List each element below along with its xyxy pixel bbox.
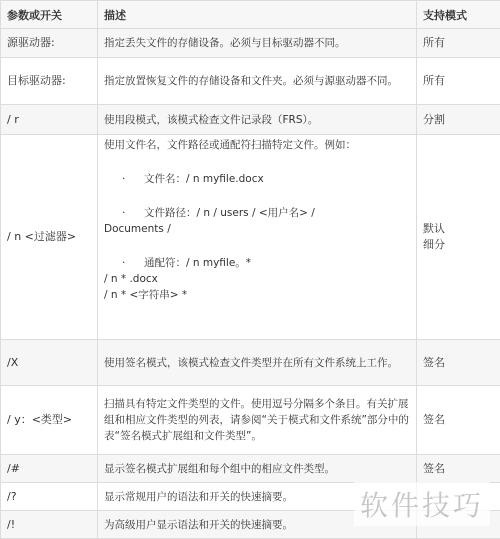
filter-intro: 使用文件名，文件路径或通配符扫描特定文件。例如： — [104, 137, 410, 153]
param-cell: 源驱动器: — [1, 29, 98, 58]
header-param: 参数或开关 — [1, 1, 98, 29]
table-header-row — [1, 1, 500, 29]
param-cell: / y：<类型> — [1, 386, 98, 455]
header-description: 描述 — [98, 1, 417, 29]
description-cell — [98, 135, 417, 340]
mode-cell: 所有 — [417, 29, 500, 58]
description-cell: 使用段模式，该模式检查文件记录段（FRS）。 — [98, 105, 417, 135]
example-filepath-cont: Documents / — [104, 221, 410, 237]
description-cell: 显示签名模式扩展组和每个组中的相应文件类型。 — [98, 455, 417, 483]
table-row — [1, 340, 500, 386]
param-cell: 目标驱动器: — [1, 58, 98, 105]
mode-cell: 签名 — [417, 386, 500, 455]
description-cell: 扫描具有特定文件类型的文件。使用逗号分隔多个条目。有关扩展组和相应文件类型的列表，请参阅“关于模式和文件系统”部分中的表“签名模式扩展组和文件类型”。 — [98, 386, 417, 455]
bullet-icon: · — [104, 171, 144, 187]
bullet-icon: · — [104, 255, 144, 271]
description-cell: 显示常规用户的语法和开关的快速摘要。 — [98, 483, 417, 511]
watermark: 软件技巧 — [354, 482, 490, 526]
description-cell: 为高级用户显示语法和开关的快速摘要。 — [98, 511, 417, 539]
param-cell: /X — [1, 340, 98, 386]
table-row — [1, 386, 500, 455]
mode-cell: 签名 — [417, 340, 500, 386]
example-filename: · 文件名：/ n myfile.docx — [104, 171, 410, 187]
param-cell: /! — [1, 511, 98, 539]
param-cell: / r — [1, 105, 98, 135]
bullet-icon: · — [104, 205, 144, 221]
example-wildcard: · 通配符：/ n myfile。* — [104, 255, 410, 271]
table-row — [1, 105, 500, 135]
table-row — [1, 58, 500, 105]
description-cell: 指定放置恢复文件的存储设备和文件夹。必须与源驱动器不同。 — [98, 58, 417, 105]
param-cell: /? — [1, 483, 98, 511]
description-cell: 使用签名模式，该模式检查文件类型并在所有文件系统上工作。 — [98, 340, 417, 386]
param-cell: / n <过滤器> — [1, 135, 98, 340]
mode-cell: 所有 — [417, 58, 500, 105]
table-row — [1, 455, 500, 483]
mode-cell: 默认 细分 — [417, 135, 500, 340]
mode-cell: 分割 — [417, 105, 500, 135]
mode-cell: 签名 — [417, 455, 500, 483]
example-string: / n * <字符串> * — [104, 287, 410, 303]
header-mode: 支持模式 — [417, 1, 500, 29]
param-cell: /# — [1, 455, 98, 483]
table-row — [1, 29, 500, 58]
table-row — [1, 135, 500, 340]
example-filepath: · 文件路径：/ n / users / <用户名> / — [104, 205, 410, 221]
example-docx: / n * .docx — [104, 271, 410, 287]
description-cell: 指定丢失文件的存储设备。必须与目标驱动器不同。 — [98, 29, 417, 58]
